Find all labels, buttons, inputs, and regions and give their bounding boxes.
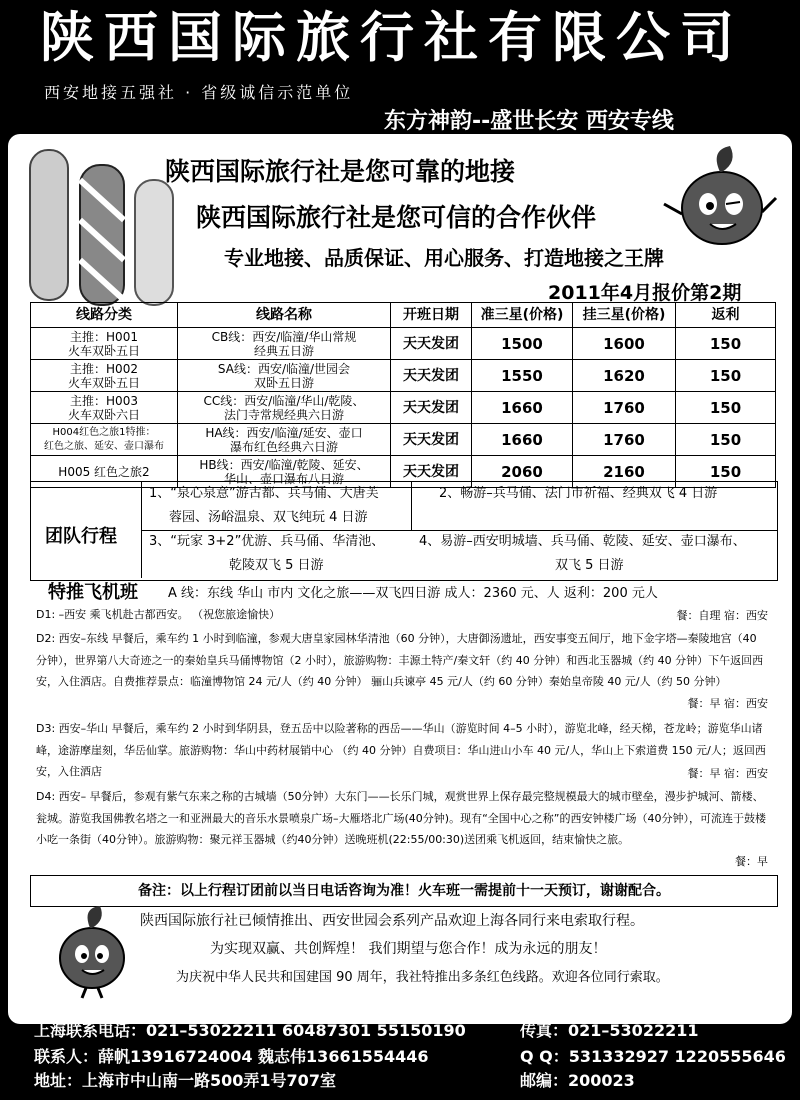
itinerary-day-4 bbox=[36, 786, 768, 872]
rebate: 150 bbox=[676, 328, 776, 360]
departure-date: 天天发团 bbox=[391, 328, 472, 360]
day-text: D2: 西安–东线 早餐后，乘车约 1 小时到临潼，参观大唐皇家园林华清池（60 分钟），大唐御汤遗址，西安事变五间厅，地下金字塔—秦陵地宫（40 分钟），世界第八大奇迹之一的秦始皇兵马俑博物馆（2 小时），旅游购物：丰源土特产/秦文轩（约 40 分钟）和西北玉器城（约 40 分钟）下午返回西安，入住酒店。自费推荐景点：临潼博物馆 24 元/人（约 40 分钟） 骊山兵谏亭 45 元/人（约 60 分钟）秦始皇帝陵 40 元/人（约 50 分钟） bbox=[36, 632, 764, 688]
tour-item-3: 3、“玩家 3+2”优游、兵马俑、华清池、 乾陵双飞 5 日游 bbox=[149, 534, 385, 573]
departure-date: 天天发团 bbox=[391, 456, 472, 488]
mascot-icon bbox=[660, 140, 778, 258]
price-quasi: 2060 bbox=[472, 456, 573, 488]
rebate: 150 bbox=[676, 392, 776, 424]
col-header: 线路分类 bbox=[31, 303, 178, 328]
note-bar: 备注：以上行程订团前以当日电话咨询为准！火车班一需提前十一天预订，谢谢配合。 bbox=[30, 875, 778, 907]
itinerary-day-3 bbox=[36, 718, 768, 784]
itinerary-day-1 bbox=[36, 604, 768, 626]
slogan: 东方神韵--盛世长安 西安专线 bbox=[384, 109, 674, 134]
tour-item-1: 1、“泉心泉意”游古都、兵马俑、大唐芙 蓉园、汤峪温泉、双飞纯玩 4 日游 bbox=[149, 486, 379, 525]
itinerary-day-2 bbox=[36, 628, 768, 714]
col-header: 准三星(价格) bbox=[472, 303, 573, 328]
price-listed: 1760 bbox=[573, 392, 676, 424]
price-quasi: 1660 bbox=[472, 424, 573, 456]
col-header: 开班日期 bbox=[391, 303, 472, 328]
figures-illustration bbox=[10, 140, 190, 315]
table-row bbox=[31, 424, 776, 456]
route-name: CB线：西安/临潼/华山常规 经典五日游 bbox=[178, 328, 391, 360]
route-category: 主推：H001 火车双卧五日 bbox=[31, 328, 178, 360]
price-table-header bbox=[31, 303, 776, 328]
table-row bbox=[31, 328, 776, 360]
footer-phone: 上海联系电话：021–53022211 60487301 55150190 bbox=[34, 1021, 466, 1040]
route-category: 主推：H003 火车双卧六日 bbox=[31, 392, 178, 424]
price-quasi: 1500 bbox=[472, 328, 573, 360]
col-header: 返利 bbox=[676, 303, 776, 328]
promo-line-1: 陕西国际旅行社已倾情推出、西安世园会系列产品欢迎上海各同行来电索取行程。 bbox=[140, 913, 644, 929]
price-quasi: 1660 bbox=[472, 392, 573, 424]
route-name: HA线：西安/临潼/延安、壶口 瀑布红色经典六日游 bbox=[178, 424, 391, 456]
day-meal: 餐：早 宿：西安 bbox=[687, 696, 768, 710]
day-meal: 餐：早 宿：西安 bbox=[687, 766, 768, 780]
footer-qq: Q Q：531332927 1220555646 bbox=[520, 1047, 786, 1066]
rebate: 150 bbox=[676, 424, 776, 456]
departure-date: 天天发团 bbox=[391, 360, 472, 392]
day-text: D4: 西安– 早餐后，参观有紫气东来之称的古城墙（50分钟）大东门——长乐门城，观赏世界上保存最完整规模最大的城市壁垒，漫步护城河、箭楼、瓮城。游览我国佛教名塔之一和亚洲最大的音乐水景喷泉广场–大雁塔北广场(40分钟)。现有“全国中心之称”的西安钟楼广场（40分钟），可流连于鼓楼小吃一条街（40分钟）。旅游购物：聚元祥玉器城（约40分钟）送晚班机(22:55/00:30)送团乘飞机返回，结束愉快之旅。 bbox=[36, 790, 766, 846]
departure-date: 天天发团 bbox=[391, 424, 472, 456]
route-name: SA线：西安/临潼/世园会 双卧五日游 bbox=[178, 360, 391, 392]
tour-item-2: 2、畅游–兵马俑、法门市祈福、经典双飞 4 日游 bbox=[439, 486, 718, 501]
company-subtitle: 西安地接五强社 · 省级诚信示范单位 bbox=[44, 83, 354, 102]
tagline-2: 陕西国际旅行社是您可信的合作伙伴 bbox=[196, 203, 597, 232]
col-header: 挂三星(价格) bbox=[573, 303, 676, 328]
route-name: HB线：西安/临潼/乾陵、延安、 华山、壶口瀑布八日游 bbox=[178, 456, 391, 488]
company-title: 陕西国际旅行社有限公司 bbox=[40, 6, 744, 69]
departure-date: 天天发团 bbox=[391, 392, 472, 424]
promo-line-2: 为实现双赢、共创辉煌！ 我们期望与您合作！成为永远的朋友！ bbox=[210, 941, 607, 957]
route-category: 主推：H002 火车双卧五日 bbox=[31, 360, 178, 392]
price-listed: 1760 bbox=[573, 424, 676, 456]
rebate: 150 bbox=[676, 360, 776, 392]
day-meal: 餐：早 bbox=[735, 854, 768, 868]
footer-fax: 传真：021–53022211 bbox=[520, 1021, 699, 1040]
team-tour-box bbox=[30, 481, 778, 581]
col-header: 线路名称 bbox=[178, 303, 391, 328]
footer-contacts: 联系人：薛帆13916724004 魏志伟13661554446 bbox=[34, 1047, 429, 1066]
route-category: H004红色之旅1特推： 红色之旅、延安、壶口瀑布 bbox=[31, 424, 178, 456]
price-listed: 1620 bbox=[573, 360, 676, 392]
special-flight-info: A 线：东线 华山 市内 文化之旅——双飞四日游 成人：2360 元、人 返利：200 元人 bbox=[168, 586, 658, 601]
rebate: 150 bbox=[676, 456, 776, 488]
route-name: CC线：西安/临潼/华山/乾陵、 法门寺常规经典六日游 bbox=[178, 392, 391, 424]
route-category: H005 红色之旅2 bbox=[31, 456, 178, 488]
price-quasi: 1550 bbox=[472, 360, 573, 392]
mascot-small-icon bbox=[42, 900, 142, 1000]
day-meal: 餐：自理 宿：西安 bbox=[676, 608, 768, 622]
price-listed: 2160 bbox=[573, 456, 676, 488]
day-text: D3: 西安–华山 早餐后，乘车约 2 小时到华阴县，登五岳中以险著称的西岳——华山（游览时间 4–5 小时），游览北峰，经天梯，苍龙岭；游览华山诸峰，途游摩崖刻，华岳仙掌。旅游购物：华山中药材展销中心 （约 40 分钟）自费项目：华山进山小车 40 元/人，华山上下索道费 150 元/人；返回西安，入住酒店 bbox=[36, 722, 766, 778]
price-table bbox=[30, 302, 776, 488]
price-listed: 1600 bbox=[573, 328, 676, 360]
table-row bbox=[31, 392, 776, 424]
tagline-3: 专业地接、品质保证、用心服务、打造地接之王牌 bbox=[224, 246, 664, 270]
promo-line-3: 为庆祝中华人民共和国建国 90 周年，我社特推出多条红色线路。欢迎各位同行索取。 bbox=[176, 970, 669, 985]
quote-issue: 2011年4月报价第2期 bbox=[548, 282, 742, 304]
figure-left bbox=[30, 150, 68, 300]
special-flight-title: 特推飞机班 bbox=[48, 582, 138, 603]
footer-zip: 邮编：200023 bbox=[520, 1071, 635, 1090]
figure-right bbox=[135, 180, 173, 305]
footer-address: 地址：上海市中山南一路500弄1号707室 bbox=[34, 1071, 336, 1090]
tour-item-4: 4、易游–西安明城墙、兵马俑、乾陵、延安、壶口瀑布、 双飞 5 日游 bbox=[419, 534, 746, 573]
table-row bbox=[31, 360, 776, 392]
team-tour-label: 团队行程 bbox=[45, 526, 117, 547]
tagline-1: 陕西国际旅行社是您可靠的地接 bbox=[165, 157, 516, 186]
day-text: D1: –西安 乘飞机赴古都西安。 （祝您旅途愉快） bbox=[36, 608, 281, 621]
